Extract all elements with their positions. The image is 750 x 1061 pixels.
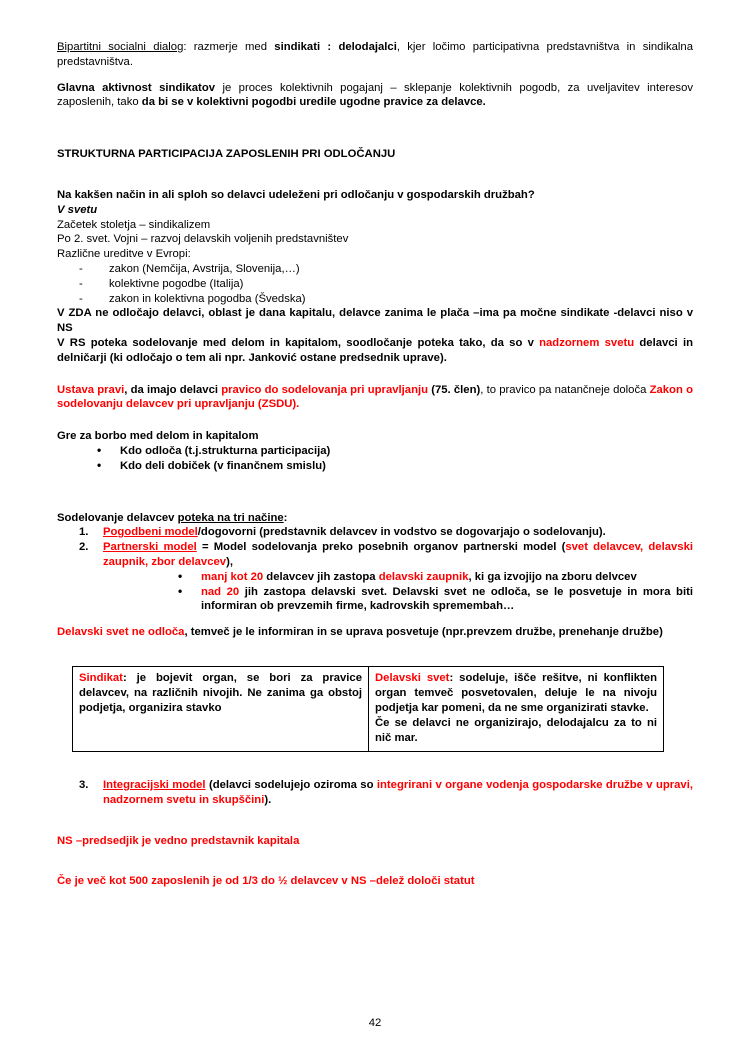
section-question: Na kakšen način in ali sploh so delavci udeleženi pri odločanju v gospodarskih družbah? xyxy=(57,188,535,201)
paragraph-usa: V ZDA ne odločajo delavci, oblast je dana kapitalu, delavce zanima le plača –ima pa močne sindikate -delavci niso v NS xyxy=(57,307,693,335)
bipartite-after-term: : razmerje med xyxy=(183,41,275,53)
works-council-label: Delavski svet xyxy=(375,671,450,684)
table-cell-union xyxy=(73,666,369,751)
bipartite-tail: , kjer ločimo participativna predstavništva in sindikalna predstavništva. xyxy=(57,41,693,68)
union-activity-lead: Glavna aktivnost sindikatov xyxy=(57,81,216,94)
constitution-mid1: , da imajo delavci xyxy=(124,383,222,396)
model-partnership-rest-tail: ), xyxy=(226,555,233,568)
rs-part1: V RS poteka sodelovanje med delom in kapitalom, soodločanje poteka tako, da so v xyxy=(57,336,540,349)
section-heading: STRUKTURNA PARTICIPACIJA ZAPOSLENIH PRI ODLOČANJU xyxy=(57,148,396,161)
spacer xyxy=(57,500,693,511)
works-council-body2: Če se delavci ne organizirajo, delodajalcu za to ni nič mar. xyxy=(375,716,657,744)
term-bipartite-dialog: Bipartitni socialni dialog xyxy=(57,41,184,53)
paragraph-union-activity xyxy=(57,81,693,111)
under-20-red1: manj kot 20 xyxy=(201,570,264,583)
list-item: - kolektivne pogodbe (Italija) xyxy=(79,277,693,292)
closing-line-chairman: NS –predsedjik je vedno predstavnik kapitala xyxy=(57,834,300,847)
constitution-plain: , to pravico pa natančneje določa xyxy=(480,383,650,396)
union-label: Sindikat xyxy=(79,671,123,684)
paragraph-works-council-note xyxy=(57,625,693,640)
cooperation-heading-colon: : xyxy=(283,511,288,524)
rs-supervisory-board: nadzornem svetu xyxy=(539,336,635,349)
model-partnership-rest-black: = Model sodelovanja preko posebnih organov partnerski model ( xyxy=(196,541,566,554)
list-struggle xyxy=(57,444,693,474)
list-partnership-subitems xyxy=(103,570,693,614)
constitution-article: (75. člen) xyxy=(428,383,481,396)
list-cooperation-models-cont xyxy=(57,778,693,808)
union-activity-mid: je proces kolektivnih pogajanj – sklepanje kolektivnih pogodb, za uveljavitev interesov zaposlenih, tako xyxy=(57,81,694,109)
union-activity-tail: da bi se v kolektivni pogodbi uredile ugodne pravice za delavce. xyxy=(141,96,486,109)
list-item: - zakon in kolektivna pogodba (Švedska) xyxy=(79,292,693,307)
under-20-black2: , ki ga izvojijo na zboru delvcev xyxy=(468,570,637,583)
spacer-large xyxy=(57,808,693,834)
spacer-large xyxy=(57,848,693,874)
rs-part2: delavci in delničarji (ki odločajo o tem ali npr. Janković ostane predsednik uprave). xyxy=(57,336,693,364)
list-item: • Kdo odloča (t.j.strukturna participacija) xyxy=(97,444,693,459)
spacer xyxy=(57,412,693,423)
paragraph-slovenia xyxy=(57,336,693,366)
constitution-law: Zakon o sodelovanju delavcev pri upravljanju (ZSDU). xyxy=(57,383,693,411)
works-council-rest: , temveč je le informiran in se uprava posvetuje (npr.prevzem družbe, prenehanje družbe) xyxy=(184,626,663,639)
list-item-partnership-model xyxy=(79,540,693,614)
over-20-red1: nad 20 xyxy=(201,585,240,598)
document-body xyxy=(57,40,693,889)
list-cooperation-models xyxy=(57,525,693,614)
list-item: - zakon (Nemčija, Avstrija, Slovenija,…) xyxy=(79,262,693,277)
bipartite-bold-mid: sindikati : delodajalci xyxy=(274,41,397,53)
works-council-lead: Delavski svet ne odloča xyxy=(57,626,185,639)
model-integration-label: Integracijski model xyxy=(103,778,206,791)
closing-line-threshold: Če je več kot 500 zaposlenih je od 1/3 do ½ delavcev v NS –delež določi statut xyxy=(57,875,475,888)
spacer-large xyxy=(57,640,693,666)
spacer xyxy=(57,614,693,625)
spacer-large xyxy=(57,752,693,778)
spacer xyxy=(57,366,693,377)
model-partnership-rest-red: svet delavcev, delavski zaupnik, zbor delavcev xyxy=(103,541,693,568)
paragraph-constitution xyxy=(57,383,693,413)
paragraph-bipartite-dialog xyxy=(57,40,693,70)
list-item-contractual-model xyxy=(79,525,693,540)
model-partnership-label: Partnerski model xyxy=(103,541,197,554)
list-item: • Kdo deli dobiček (v finančnem smislu) xyxy=(97,459,693,474)
line-after-war: Po 2. svet. Vojni – razvoj delavskih voljenih predstavništev xyxy=(57,233,349,246)
spacer-large xyxy=(57,110,693,136)
spacer xyxy=(57,136,693,147)
line-century-start: Začetek stoletja – sindikalizem xyxy=(57,218,211,231)
table-row xyxy=(73,666,664,751)
cooperation-heading-underlined: poteka na tri načine xyxy=(177,511,284,524)
model-integration-mid: (delavci sodelujejo oziroma so xyxy=(205,778,377,791)
page-number: 42 xyxy=(368,1017,382,1029)
model-integration-tail: integrirani v organe vodenja gospodarske družbe v upravi, nadzornem svetu in skupščini xyxy=(103,778,693,806)
works-council-body: : sodeluje, išče rešitve, ni konflikten organ temveč posvetovalen, deluje le na nivoju podjetja kar pomeni, da ne sme organizirati stavke. xyxy=(375,671,657,714)
spacer xyxy=(57,70,693,81)
model-integration-end: ). xyxy=(264,793,272,806)
model-contractual-label: Pogodbeni model xyxy=(103,526,198,539)
list-item-over-20 xyxy=(178,585,693,615)
heading-cooperation xyxy=(57,511,693,526)
list-item-under-20 xyxy=(178,570,693,585)
over-20-black1: jih zastopa delavski svet. Delavski svet ne odloča, se le posvetuje in mora biti informiran ob prevzemih firme, kadrovskih spremembah… xyxy=(201,585,693,613)
spacer-large xyxy=(57,162,693,188)
under-20-red2: delavski zaupnik xyxy=(378,570,469,583)
comparison-table xyxy=(72,666,664,752)
under-20-black1: delavcev jih zastopa xyxy=(263,570,379,583)
model-contractual-rest: /dogovorni (predstavnik delavcev in vodstvo se dogovarjajo o sodelovanju). xyxy=(197,526,606,539)
spacer-large xyxy=(57,474,693,500)
union-body: : je bojevit organ, se bori za pravice delavcev, na različnih nivojih. Ne zanima ga obstoj podjetja, organizira stavko xyxy=(79,671,362,714)
table-cell-works-council xyxy=(369,666,664,751)
list-europe-systems xyxy=(57,262,693,306)
cooperation-heading-plain: Sodelovanje delavcev xyxy=(57,511,178,524)
heading-struggle: Gre za borbo med delom in kapitalom xyxy=(57,430,259,443)
constitution-lead: Ustava pravi xyxy=(57,383,125,396)
line-europe-systems: Različne ureditve v Evropi: xyxy=(57,248,191,261)
list-item-integration-model xyxy=(79,778,693,808)
section-subheading-world: V svetu xyxy=(57,203,98,216)
constitution-right: pravico do sodelovanja pri upravljanju xyxy=(221,383,429,396)
